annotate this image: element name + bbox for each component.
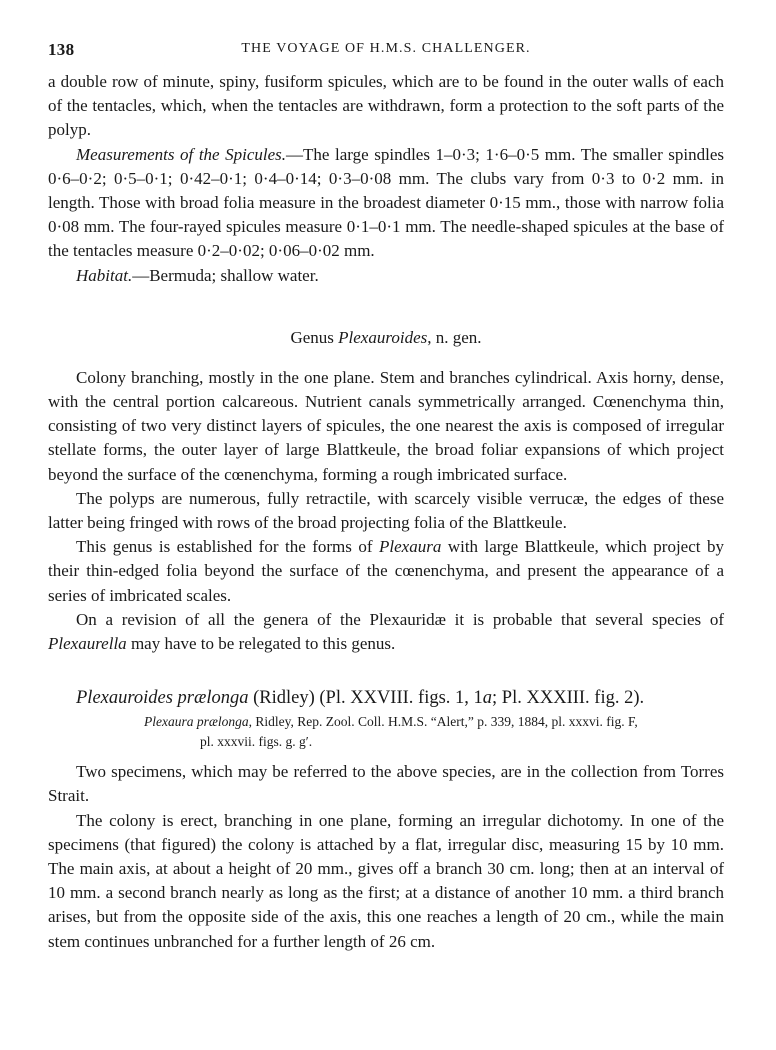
- established-text-2: with large Blattkeule, which project by their thin-edged folia beyond the surface of the cœnenchyma, and present the appearance of a series of imbricated scales.: [48, 537, 724, 605]
- measurements-paragraph: [48, 143, 724, 264]
- measurements-label: Measurements of the Spicules.: [76, 144, 287, 164]
- running-title: THE VOYAGE OF H.M.S. CHALLENGER.: [241, 41, 531, 56]
- genus-heading-prefix: Genus: [290, 327, 339, 347]
- polyps-paragraph: The polyps are numerous, fully retractile, with scarcely visible verrucæ, the edges of these latter being fringed with rows of the broad projecting folia of the Blattkeule.: [48, 488, 724, 533]
- genus-heading-suffix: , n. gen.: [427, 327, 482, 347]
- page-number: 138: [48, 40, 75, 59]
- revision-text-2: may have to be relegated to this genus.: [126, 634, 396, 654]
- synonymy-line-2: pl. xxxvii. figs. g. g′.: [200, 734, 313, 750]
- species-plates-2: ; Pl. XXXIII. fig. 2).: [492, 688, 645, 709]
- colony-description-paragraph: The colony is erect, branching in one plane, forming an irregular dichotomy. In one of the specimens (that figured) the colony is attached by a flat, irregular disc, measuring 15 by 10 mm. The main axis, at about a height of 20 mm., gives off a branch 30 cm. long; then at an interval of 10 mm. a second branch nearly as long as the first; at a distance of another 10 mm. a third branch arises, but from the opposite side of the axis, this one reaches a length of 20 cm., while the main stem continues unbranched for a further length of 26 cm.: [48, 810, 724, 951]
- species-plates-1: (Ridley) (Pl. XXVIII. figs. 1, 1: [248, 688, 483, 709]
- synonymy-citation: [144, 712, 724, 752]
- revision-text-1: On a revision of all the genera of the Plexauridæ it is probable that several species of: [76, 609, 724, 629]
- genus-heading: [48, 328, 724, 348]
- habitat-paragraph: [48, 264, 724, 288]
- genus-diagnosis-paragraph: Colony branching, mostly in the one plane. Stem and branches cylindrical. Axis horny, dense, with the central portion calcareous. Nutrient canals symmetrically arranged. Cœnenchyma thin, consisting of two very distinct layers of spicules, the one nearest the axis is composed of irregular stellate forms, the outer layer of large Blattkeule, the broad foliar expansions of which project beyond the surface of the cœnenchyma, forming a rough imbricated surface.: [48, 367, 724, 484]
- species-name: Plexauroides prælonga: [76, 688, 249, 709]
- measurements-text: —The large spindles 1–0·3; 1·6–0·5 mm. The smaller spindles 0·6–0·2; 0·5–0·1; 0·42–0·1; 0·4–0·14; 0·3–0·08 mm. The clubs vary from 0·3 to 0·2 mm. in length. Those with broad folia measure in the broadest diameter 0·15 mm., those with narrow folia 0·08 mm. The four-rayed spicules measure 0·1–0·1 mm. The needle-shaped spicules at the base of the tentacles measure 0·2–0·02; 0·06–0·02 mm.: [48, 144, 724, 261]
- established-paragraph: [48, 535, 724, 608]
- revision-paragraph: [48, 608, 724, 656]
- species-plates-alpha: a: [482, 688, 493, 709]
- established-text-1: This genus is established for the forms of: [76, 537, 380, 557]
- synonymy-line-1: , Ridley, Rep. Zool. Coll. H.M.S. “Alert,” p. 339, 1884, pl. xxxvi. fig. F,: [248, 714, 638, 730]
- page-header: [48, 40, 724, 64]
- species-heading: [48, 686, 724, 710]
- synonymy-name: Plexaura prælonga: [144, 714, 249, 730]
- revision-genus: Plexaurella: [48, 634, 127, 654]
- habitat-label: Habitat.: [76, 265, 133, 285]
- genus-heading-name: Plexauroides: [338, 327, 428, 347]
- specimens-paragraph: Two specimens, which may be referred to the above species, are in the collection from Torres Strait.: [48, 762, 724, 806]
- page: [48, 40, 724, 954]
- established-genus: Plexaura: [379, 537, 442, 557]
- continuation-paragraph: a double row of minute, spiny, fusiform spicules, which are to be found in the outer walls of each of the tentacles, which, when the tentacles are withdrawn, form a protection to the soft parts of the polyp.: [48, 72, 724, 140]
- habitat-text: —Bermuda; shallow water.: [132, 265, 319, 285]
